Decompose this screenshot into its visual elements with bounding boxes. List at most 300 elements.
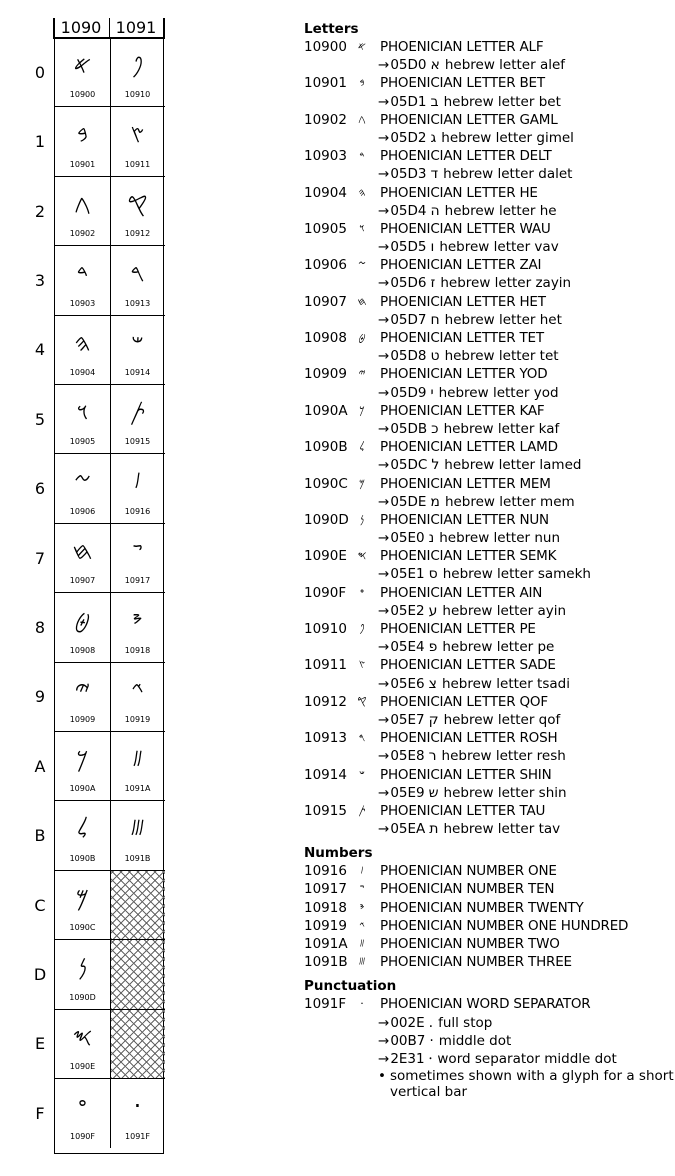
- xref-name: hebrew letter samekh: [442, 566, 591, 583]
- xref-code-point: 05D5: [390, 239, 427, 256]
- chart-cell: [55, 246, 110, 315]
- list-entry: [304, 511, 674, 529]
- character-glyph: 𐤓: [358, 731, 366, 745]
- character-name: PHOENICIAN LETTER MEM: [380, 475, 551, 492]
- code-point: 10919: [304, 917, 347, 934]
- character-glyph: 𐤇: [72, 536, 93, 565]
- list-entry: [304, 547, 674, 565]
- character-glyph: 𐤙: [359, 918, 365, 932]
- cross-reference: [304, 1032, 674, 1050]
- character-glyph: 𐤕: [129, 398, 146, 426]
- unassigned-cell: [110, 940, 165, 1009]
- character-glyph: 𐤉: [358, 367, 366, 381]
- xref-glyph: ט: [430, 348, 440, 365]
- code-point-label: 1090E: [69, 1061, 96, 1071]
- character-glyph: 𐤗: [359, 882, 365, 896]
- arrow-icon: →: [378, 639, 390, 656]
- grid-divider: [163, 18, 165, 38]
- chart-cell: [55, 107, 110, 176]
- chart-cell: [55, 524, 110, 593]
- character-name: PHOENICIAN LETTER TET: [380, 330, 544, 346]
- code-point: 1090F: [304, 584, 347, 601]
- character-glyph: 𐤓: [130, 259, 145, 288]
- chart-cell: [110, 593, 165, 662]
- xref-name: hebrew letter yod: [438, 384, 559, 401]
- chart-cell: [110, 246, 165, 315]
- character-glyph: 𐤎: [72, 1022, 93, 1051]
- column-header-1091: 1091: [115, 18, 157, 37]
- code-point-label: 10900: [69, 90, 96, 100]
- code-point: 1090A: [304, 402, 348, 419]
- row-label: 6: [34, 479, 46, 499]
- character-name: PHOENICIAN LETTER AIN: [380, 584, 543, 601]
- section-heading-letters: Letters: [304, 21, 359, 37]
- character-glyph: 𐤈: [358, 331, 366, 344]
- cross-reference: [304, 565, 674, 583]
- cross-reference: [304, 56, 674, 74]
- code-point-label: 10916: [124, 506, 151, 516]
- code-point-label: 10915: [124, 437, 151, 447]
- xref-code-point: 00B7: [390, 1032, 426, 1049]
- cross-reference: [304, 493, 674, 511]
- xref-code-point: 05D6: [390, 275, 427, 292]
- character-glyph: 𐤍: [77, 953, 88, 982]
- code-point: 10904: [304, 184, 347, 201]
- xref-glyph: ת: [429, 821, 439, 838]
- character-name: PHOENICIAN LETTER ALF: [380, 39, 544, 55]
- grid-divider: [53, 18, 55, 38]
- character-glyph: 𐤑: [130, 120, 145, 149]
- note-text: sometimes shown with a glyph for a short vertical bar: [389, 1068, 674, 1101]
- list-entry: [304, 74, 674, 92]
- code-point: 1091B: [304, 954, 348, 971]
- xref-glyph: ע: [428, 602, 438, 619]
- code-point-label: 1091B: [124, 853, 151, 863]
- cross-reference: [304, 1014, 674, 1032]
- numbers-list: [304, 862, 674, 971]
- character-glyph: 𐤌: [75, 883, 90, 912]
- xref-code-point: 05D4: [390, 202, 427, 219]
- xref-name: hebrew letter bet: [443, 93, 561, 110]
- code-point: 10909: [304, 366, 347, 383]
- row-label: 3: [34, 270, 46, 290]
- code-point: 1090C: [304, 475, 348, 492]
- character-name: PHOENICIAN LETTER SADE: [380, 657, 556, 674]
- xref-name: hebrew letter mem: [444, 493, 575, 510]
- chart-cell: [110, 524, 165, 593]
- arrow-icon: →: [378, 530, 390, 547]
- row-label: 1: [34, 132, 46, 152]
- row-label: 2: [34, 201, 46, 221]
- xref-glyph: ק: [428, 711, 439, 728]
- xref-name: hebrew letter tsadi: [441, 675, 570, 692]
- xref-glyph: כ: [431, 420, 439, 437]
- row-label: 9: [34, 687, 46, 707]
- cross-reference: [304, 420, 674, 438]
- bullet-icon: •: [378, 1068, 386, 1085]
- xref-glyph: ר: [428, 748, 437, 765]
- character-name: PHOENICIAN WORD SEPARATOR: [380, 996, 591, 1013]
- code-point-label: 10904: [69, 367, 96, 377]
- arrow-icon: →: [378, 784, 390, 801]
- list-entry: [304, 729, 674, 747]
- arrow-icon: →: [378, 675, 390, 692]
- xref-glyph: ו: [430, 239, 435, 256]
- xref-code-point: 05DE: [390, 493, 427, 510]
- list-entry: [304, 802, 674, 820]
- arrow-icon: →: [378, 821, 390, 838]
- character-glyph: 𐤃: [76, 259, 89, 288]
- character-glyph: 𐤑: [358, 658, 366, 672]
- code-point: 10918: [304, 899, 347, 916]
- code-point-label: 1090D: [69, 992, 96, 1002]
- list-entry: [304, 880, 674, 898]
- character-glyph: 𐤒: [357, 694, 367, 708]
- cross-reference: [304, 529, 674, 547]
- row-label: B: [34, 826, 46, 846]
- character-glyph: 𐤕: [358, 803, 366, 817]
- arrow-icon: →: [378, 457, 390, 474]
- cross-reference: [304, 93, 674, 111]
- row-label: 7: [34, 548, 46, 568]
- character-glyph: 𐤋: [76, 814, 89, 843]
- xref-glyph: י: [430, 384, 434, 401]
- xref-code-point: 05EA: [390, 821, 426, 838]
- character-glyph: 𐤀: [73, 51, 92, 79]
- character-glyph: 𐤅: [76, 398, 89, 426]
- code-point-label: 1090C: [69, 923, 96, 933]
- chart-cell: [55, 1079, 110, 1148]
- character-name: PHOENICIAN NUMBER TEN: [380, 881, 555, 898]
- code-point: 1090B: [304, 439, 348, 456]
- code-chart: [0, 0, 180, 1176]
- character-glyph: 𐤔: [359, 767, 365, 781]
- code-point: 10916: [304, 863, 347, 880]
- arrow-icon: →: [378, 93, 390, 110]
- character-glyph: ·: [133, 1092, 142, 1120]
- xref-glyph: ש: [428, 784, 439, 801]
- xref-glyph: ל: [431, 457, 440, 474]
- arrow-icon: →: [378, 1050, 390, 1067]
- cross-reference: [304, 820, 674, 838]
- code-point: 10902: [304, 111, 347, 128]
- cross-reference: [304, 347, 674, 365]
- arrow-icon: →: [378, 493, 390, 510]
- character-glyph: 𐤋: [359, 440, 365, 454]
- row-label: 8: [34, 617, 46, 637]
- xref-name: hebrew letter alef: [444, 57, 566, 74]
- character-glyph: 𐤁: [359, 76, 365, 90]
- xref-name: hebrew letter nun: [439, 530, 561, 547]
- list-entry: [304, 995, 674, 1013]
- code-point: 1090E: [304, 548, 347, 565]
- list-entry: [304, 256, 674, 274]
- row-label: F: [35, 1103, 45, 1123]
- character-name: PHOENICIAN LETTER HE: [380, 184, 538, 201]
- xref-glyph: מ: [430, 493, 440, 510]
- cross-reference: [304, 165, 674, 183]
- code-point-label: 10902: [69, 229, 96, 239]
- character-name: PHOENICIAN LETTER BET: [380, 75, 545, 92]
- code-point: 10905: [304, 220, 347, 237]
- xref-code-point: 05D2: [390, 129, 427, 146]
- character-name: PHOENICIAN LETTER SEMK: [380, 548, 557, 565]
- code-point-label: 10906: [69, 506, 96, 516]
- arrow-icon: →: [378, 275, 390, 292]
- arrow-icon: →: [378, 420, 390, 437]
- code-point-label: 10903: [69, 298, 96, 308]
- letters-list: [304, 38, 674, 838]
- xref-glyph: צ: [428, 675, 437, 692]
- arrow-icon: →: [378, 348, 390, 365]
- arrow-icon: →: [378, 57, 390, 74]
- arrow-icon: →: [378, 239, 390, 256]
- chart-cell: [110, 732, 165, 801]
- arrow-icon: →: [378, 166, 390, 183]
- list-entry: [304, 402, 674, 420]
- list-entry: [304, 693, 674, 711]
- code-point: 10915: [304, 802, 347, 819]
- list-entry: [304, 766, 674, 784]
- code-point: 10900: [304, 39, 347, 55]
- code-point-label: 10909: [69, 714, 96, 724]
- character-glyph: 𐤐: [359, 622, 365, 635]
- chart-cell: [110, 454, 165, 523]
- xref-name: hebrew letter gimel: [441, 129, 574, 146]
- xref-glyph: ד: [430, 166, 439, 183]
- code-point: 10901: [304, 75, 347, 92]
- character-glyph: 𐤁: [76, 120, 89, 149]
- code-point: 10917: [304, 881, 347, 898]
- code-point-label: 10908: [69, 645, 96, 655]
- xref-glyph: .: [428, 1014, 434, 1031]
- xref-name: hebrew letter zayin: [440, 275, 572, 292]
- arrow-icon: →: [378, 711, 390, 728]
- character-name: PHOENICIAN NUMBER TWO: [380, 936, 560, 952]
- xref-glyph: ·: [429, 1032, 434, 1049]
- character-glyph: 𐤖: [134, 467, 141, 496]
- code-point-label: 1090F: [70, 1132, 95, 1142]
- list-entry: [304, 917, 674, 935]
- character-glyph: 𐤚: [359, 937, 365, 950]
- character-glyph: 𐤔: [131, 328, 144, 357]
- xref-glyph: פ: [428, 639, 438, 656]
- character-glyph: 𐤊: [359, 403, 365, 417]
- list-entry: [304, 38, 674, 56]
- xref-name: hebrew letter dalet: [443, 166, 573, 183]
- xref-name: word separator middle dot: [437, 1050, 617, 1067]
- code-point-label: 10912: [124, 229, 151, 239]
- character-glyph: 𐤏: [78, 1092, 87, 1120]
- chart-cell: [110, 1079, 165, 1148]
- code-point-label: 10910: [124, 90, 151, 100]
- character-glyph: 𐤎: [357, 549, 367, 563]
- code-point: 10911: [304, 657, 347, 674]
- row-label: 5: [34, 409, 46, 429]
- xref-glyph: ז: [430, 275, 436, 292]
- character-glyph: 𐤂: [358, 112, 366, 126]
- cross-reference: [304, 1050, 674, 1068]
- xref-code-point: 05D3: [390, 166, 427, 183]
- xref-name: hebrew letter het: [444, 311, 562, 328]
- character-name: PHOENICIAN LETTER SHIN: [380, 766, 552, 783]
- code-point-label: 1091F: [125, 1132, 150, 1142]
- cross-reference: [304, 711, 674, 729]
- character-glyph: 𐤘: [359, 900, 365, 914]
- code-point: 10908: [304, 330, 347, 346]
- chart-cell: [55, 940, 110, 1009]
- xref-name: hebrew letter tet: [444, 348, 559, 365]
- character-name: PHOENICIAN LETTER HET: [380, 293, 546, 310]
- list-entry: [304, 111, 674, 129]
- xref-code-point: 05E2: [390, 602, 425, 619]
- chart-cell: [110, 385, 165, 454]
- cross-reference: [304, 784, 674, 802]
- character-glyph: 𐤅: [359, 221, 365, 235]
- character-name: PHOENICIAN LETTER NUN: [380, 511, 549, 528]
- xref-code-point: 002E: [390, 1014, 425, 1031]
- xref-name: hebrew letter kaf: [443, 420, 560, 437]
- character-name: PHOENICIAN LETTER PE: [380, 621, 536, 637]
- cross-reference: [304, 311, 674, 329]
- character-glyph: 𐤈: [74, 606, 91, 635]
- xref-name: hebrew letter lamed: [444, 457, 582, 474]
- character-glyph: ·: [360, 997, 364, 1011]
- character-glyph: 𐤃: [359, 149, 365, 163]
- xref-name: hebrew letter pe: [442, 639, 555, 656]
- character-name: PHOENICIAN NUMBER ONE HUNDRED: [380, 917, 629, 934]
- list-entry: [304, 220, 674, 238]
- xref-name: full stop: [438, 1014, 493, 1031]
- xref-glyph: ס: [428, 566, 438, 583]
- list-entry: [304, 935, 674, 953]
- xref-glyph: ח: [430, 311, 440, 328]
- arrow-icon: →: [378, 748, 390, 765]
- xref-code-point: 05E0: [390, 530, 425, 547]
- xref-glyph: נ: [428, 530, 435, 547]
- character-glyph: 𐤊: [76, 745, 89, 773]
- xref-code-point: 05E4: [390, 639, 425, 656]
- character-name: PHOENICIAN LETTER YOD: [380, 366, 548, 383]
- arrow-icon: →: [378, 602, 390, 619]
- xref-code-point: 05D1: [390, 93, 427, 110]
- character-glyph: 𐤉: [74, 675, 91, 704]
- code-point: 1091A: [304, 936, 348, 952]
- cross-reference: [304, 456, 674, 474]
- character-glyph: 𐤏: [359, 585, 365, 599]
- section-heading-numbers: Numbers: [304, 845, 373, 862]
- character-glyph: 𐤚: [132, 745, 143, 773]
- character-glyph: 𐤘: [132, 606, 143, 635]
- chart-cell: [110, 316, 165, 385]
- character-name: PHOENICIAN LETTER GAML: [380, 111, 558, 128]
- xref-code-point: 05E7: [390, 711, 425, 728]
- character-glyph: 𐤄: [358, 185, 366, 199]
- cross-reference: [304, 602, 674, 620]
- xref-name: middle dot: [438, 1032, 512, 1049]
- character-name: PHOENICIAN LETTER QOF: [380, 693, 548, 710]
- xref-code-point: 05DB: [390, 420, 428, 437]
- chart-cell: [55, 177, 110, 246]
- code-point: 10914: [304, 766, 347, 783]
- xref-name: hebrew letter tav: [443, 821, 561, 838]
- character-name: PHOENICIAN NUMBER ONE: [380, 863, 557, 880]
- chart-cell: [110, 177, 165, 246]
- code-point: 10913: [304, 730, 347, 747]
- list-entry: [304, 365, 674, 383]
- punctuation-list: [304, 995, 674, 1100]
- chart-cell: [55, 1010, 110, 1079]
- chart-cell: [110, 801, 165, 870]
- character-name: PHOENICIAN NUMBER THREE: [380, 954, 572, 971]
- xref-code-point: 05E9: [390, 784, 425, 801]
- xref-code-point: 05D8: [390, 348, 427, 365]
- xref-name: hebrew letter qof: [443, 711, 561, 728]
- list-entry: [304, 899, 674, 917]
- code-point-label: 10901: [69, 159, 96, 169]
- xref-code-point: 05DC: [390, 457, 428, 474]
- row-label: D: [33, 964, 47, 984]
- code-point: 1091F: [304, 996, 347, 1013]
- chart-cell: [110, 107, 165, 176]
- character-glyph: 𐤌: [358, 476, 366, 490]
- character-name: PHOENICIAN LETTER WAU: [380, 220, 551, 237]
- character-name: PHOENICIAN LETTER LAMD: [380, 439, 558, 456]
- code-point-label: 10914: [124, 367, 151, 377]
- row-label: E: [34, 1034, 46, 1054]
- arrow-icon: →: [378, 202, 390, 219]
- code-point: 10912: [304, 693, 347, 710]
- character-name: PHOENICIAN LETTER ROSH: [380, 730, 558, 747]
- section-heading-punctuation: Punctuation: [304, 978, 397, 995]
- chart-cell: [55, 593, 110, 662]
- character-glyph: 𐤒: [127, 189, 148, 218]
- code-point: 10906: [304, 257, 347, 274]
- chart-cell: [110, 38, 165, 107]
- character-name: PHOENICIAN NUMBER TWENTY: [380, 899, 584, 916]
- character-glyph: 𐤙: [131, 675, 144, 704]
- xref-name: hebrew letter he: [444, 202, 557, 219]
- row-label: C: [34, 895, 46, 915]
- code-point-label: 10913: [124, 298, 151, 308]
- character-glyph: 𐤀: [357, 40, 367, 53]
- chart-cell: [55, 38, 110, 107]
- character-name: PHOENICIAN LETTER ZAI: [380, 257, 542, 274]
- xref-glyph: א: [430, 57, 440, 74]
- xref-glyph: ב: [430, 93, 439, 110]
- chart-cell: [55, 732, 110, 801]
- xref-code-point: 05D0: [390, 57, 427, 74]
- xref-name: hebrew letter vav: [439, 239, 559, 256]
- chart-cell: [55, 316, 110, 385]
- list-entry: [304, 862, 674, 880]
- chart-cell: [55, 385, 110, 454]
- code-point-label: 1090A: [69, 784, 96, 794]
- arrow-icon: →: [378, 1014, 390, 1031]
- unassigned-cell: [110, 1010, 165, 1079]
- character-glyph: 𐤂: [74, 189, 91, 218]
- list-entry: [304, 329, 674, 347]
- cross-reference: [304, 129, 674, 147]
- code-point-label: 1090B: [69, 853, 96, 863]
- cross-reference: [304, 638, 674, 656]
- character-glyph: 𐤍: [359, 512, 365, 526]
- xref-name: hebrew letter resh: [441, 748, 566, 765]
- arrow-icon: →: [378, 566, 390, 583]
- character-glyph: 𐤐: [131, 51, 144, 79]
- cross-reference: [304, 202, 674, 220]
- row-label: 4: [34, 340, 46, 360]
